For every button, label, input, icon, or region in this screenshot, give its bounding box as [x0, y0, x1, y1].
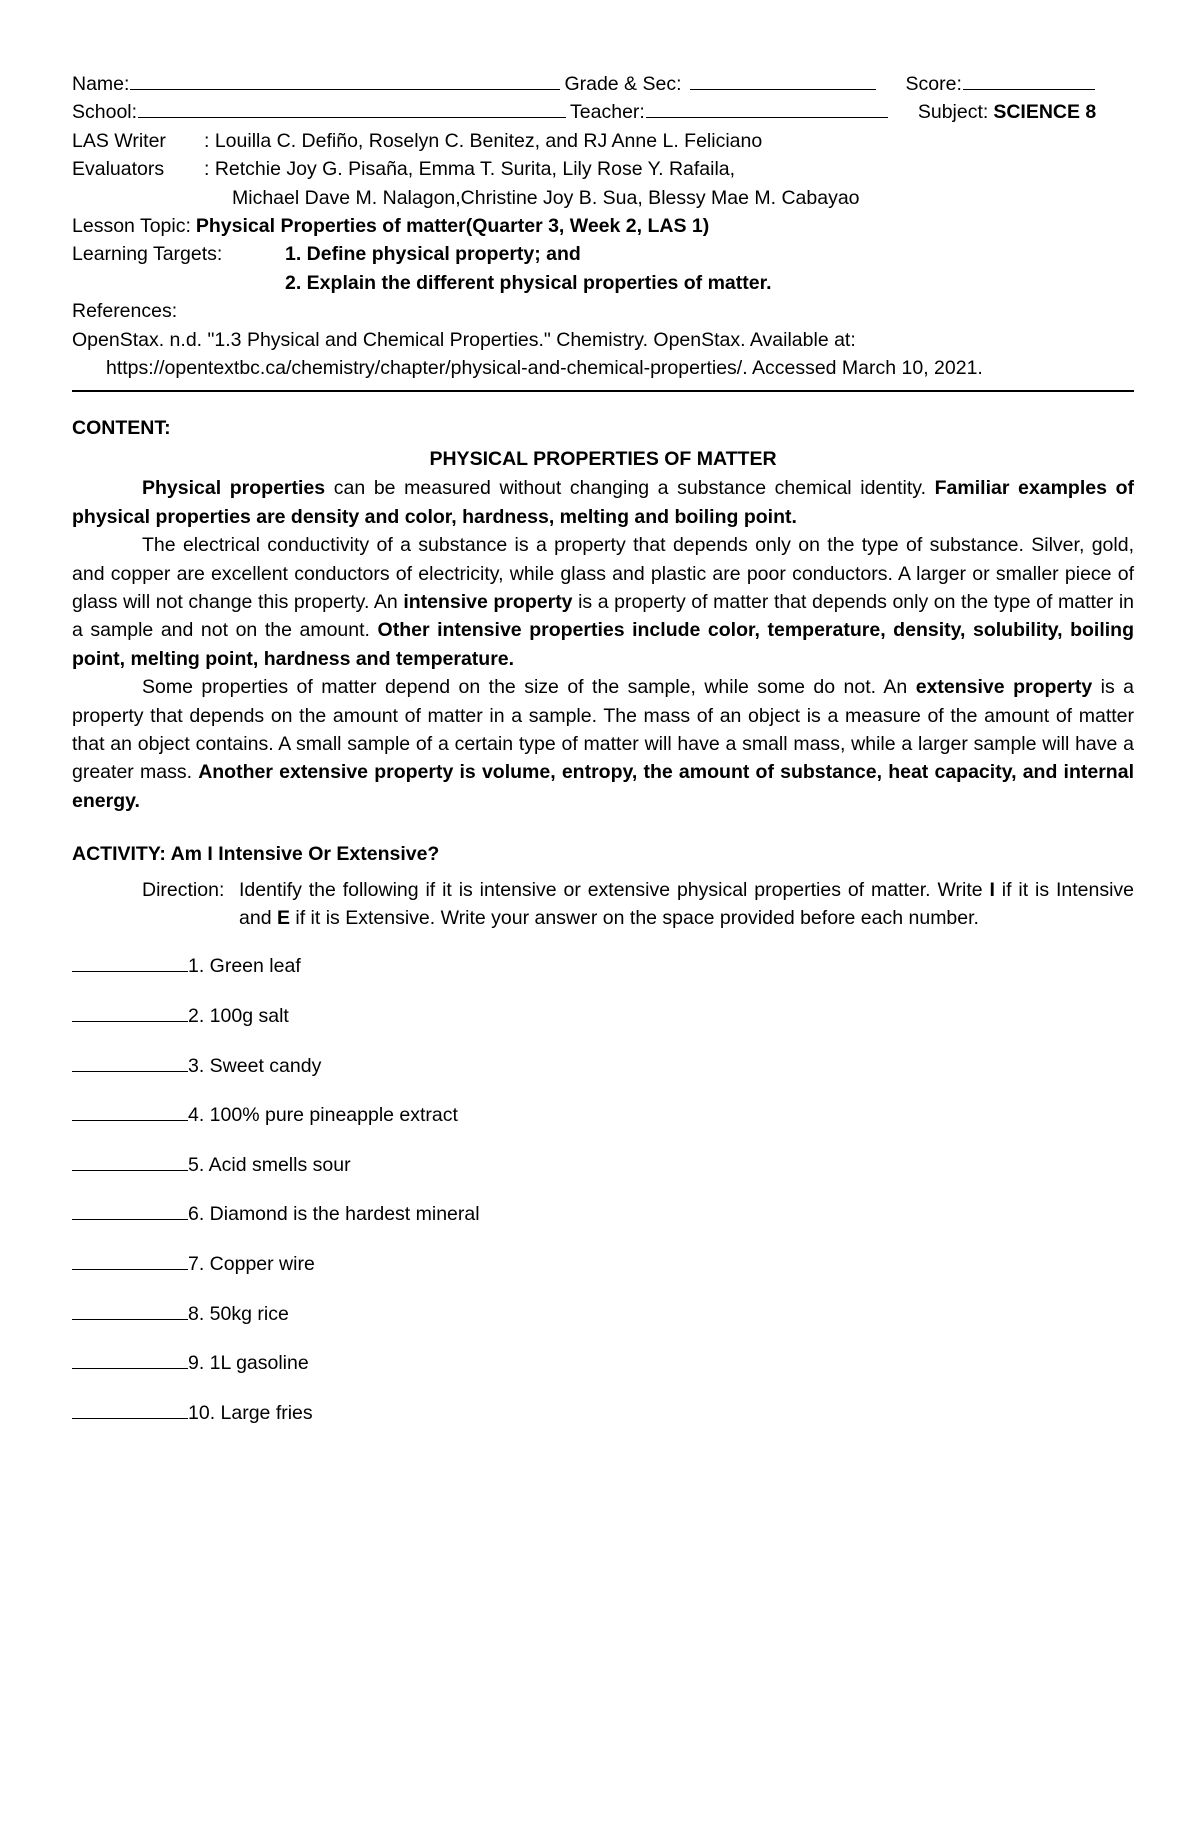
- school-label: School:: [72, 101, 138, 124]
- topic-row: [72, 212, 1134, 240]
- item-text: 7. Copper wire: [188, 1252, 315, 1275]
- list-item: [72, 1399, 1134, 1449]
- direction-text-3: if it is Extensive. Write your answer on the space provided before each number.: [289, 906, 979, 929]
- evaluators-row-2: [72, 184, 1134, 212]
- direction-bold-i: I: [989, 878, 995, 901]
- name-label: Name:: [72, 73, 130, 95]
- answer-blank-4[interactable]: [72, 1102, 188, 1121]
- reference-line-2: [72, 354, 1134, 382]
- list-item: [72, 1250, 1134, 1300]
- grade-field[interactable]: [690, 71, 876, 90]
- evaluators-label: Evaluators: [72, 158, 165, 181]
- reference-text-2: https://opentextbc.ca/chemistry/chapter/physical-and-chemical-properties/. Accessed March 10, 2021.: [106, 357, 983, 380]
- list-item: [72, 952, 1134, 1002]
- header-divider: [72, 390, 1134, 392]
- direction-text-2: if it is Intensive and: [239, 878, 1134, 929]
- evaluators-row: [72, 155, 1134, 183]
- direction-label: Direction:: [142, 878, 225, 901]
- header-row-name: [72, 70, 1134, 98]
- answer-blank-6[interactable]: [72, 1201, 188, 1220]
- school-field[interactable]: [138, 99, 566, 118]
- answer-blank-10[interactable]: [72, 1400, 188, 1419]
- paragraph-3: [72, 673, 1134, 815]
- p1-bold-1: Physical properties: [142, 477, 326, 500]
- p2-text-1: The electrical conductivity of a substance is a property that depends only on the type of substance. Silver, gold, and copper are excellent conductors of electricity, while glass and plastic are poor conductors. A larger or smaller piece of glass will not change this property. An: [72, 534, 1134, 613]
- list-item: [72, 1200, 1134, 1250]
- targets-label: Learning Targets:: [72, 243, 223, 266]
- header-row-school: [72, 98, 1134, 126]
- target-2: 2. Explain the different physical properties of matter.: [285, 271, 772, 294]
- writer-row: [72, 127, 1134, 155]
- answer-blank-2[interactable]: [72, 1003, 188, 1022]
- writer-value: : Louilla C. Defiño, Roselyn C. Benitez, and RJ Anne L. Feliciano: [204, 129, 763, 152]
- direction-block: [72, 876, 1134, 933]
- list-item: [72, 1349, 1134, 1399]
- p3-text-1: Some properties of matter depend on the size of the sample, while some do not. An: [142, 676, 916, 699]
- item-text: 5. Acid smells sour: [188, 1153, 351, 1176]
- direction-text-1: Identify the following if it is intensive or extensive physical properties of matter. Write: [239, 878, 990, 901]
- targets-row-2: [72, 269, 1134, 297]
- references-row: [72, 297, 1134, 325]
- subject-label: Subject:: [917, 101, 989, 124]
- answer-blank-8[interactable]: [72, 1301, 188, 1320]
- evaluators-line2: Michael Dave M. Nalagon,Christine Joy B. Sua, Blessy Mae M. Cabayao: [232, 186, 860, 209]
- topic-value: Physical Properties of matter(Quarter 3, Week 2, LAS 1): [195, 215, 710, 238]
- writer-label: LAS Writer: [72, 129, 166, 152]
- content-label-row: [72, 414, 1134, 442]
- direction-bold-e: E: [276, 906, 290, 929]
- item-text: 6. Diamond is the hardest mineral: [188, 1203, 480, 1226]
- answer-blank-1[interactable]: [72, 953, 188, 972]
- p3-text-2: is a property that depends on the amount of matter in a sample. The mass of an object is a measure of the amount of matter that an object contains. A small sample of a certain type of matter will have a small mass, while a larger sample will have a greater mass.: [72, 676, 1135, 784]
- content-label: CONTENT:: [72, 417, 171, 440]
- p2-text-2: is a property of matter that depends only on the type of matter in a sample and not on the amount.: [72, 590, 1135, 642]
- list-item: [72, 1052, 1134, 1102]
- item-text: 9. 1L gasoline: [188, 1352, 309, 1375]
- p1-bold-2: Familiar examples of physical properties are density and color, hardness, melting and boiling point.: [72, 477, 1134, 528]
- grade-label: Grade & Sec:: [564, 73, 682, 95]
- answer-blank-7[interactable]: [72, 1251, 188, 1270]
- evaluators-line1: : Retchie Joy G. Pisaña, Emma T. Surita, Lily Rose Y. Rafaila,: [204, 158, 736, 181]
- activity-title: ACTIVITY: Am I Intensive Or Extensive?: [72, 843, 440, 866]
- list-item: [72, 1151, 1134, 1201]
- answer-blank-3[interactable]: [72, 1053, 188, 1072]
- p3-bold-2: Another extensive property is volume, entropy, the amount of substance, heat capacity, and internal energy.: [72, 761, 1134, 812]
- p2-bold-1: intensive property: [403, 590, 573, 613]
- p3-bold-1: extensive property: [915, 676, 1093, 699]
- direction-text: [239, 876, 1134, 933]
- references-label: References:: [72, 300, 178, 323]
- teacher-label: Teacher:: [570, 101, 645, 124]
- list-item: [72, 1002, 1134, 1052]
- teacher-field[interactable]: [646, 99, 888, 118]
- subject-value: SCIENCE 8: [993, 101, 1097, 124]
- activity-items: [72, 952, 1134, 1448]
- item-text: 10. Large fries: [188, 1401, 313, 1424]
- activity-title-row: [72, 840, 1134, 868]
- p1-text-1: can be measured without changing a substance chemical identity.: [325, 477, 935, 500]
- item-text: 2. 100g salt: [188, 1004, 289, 1027]
- item-text: 4. 100% pure pineapple extract: [188, 1104, 458, 1127]
- paragraph-1: [72, 474, 1134, 531]
- target-1: 1. Define physical property; and: [285, 243, 581, 266]
- item-text: 8. 50kg rice: [188, 1302, 289, 1325]
- item-text: 1. Green leaf: [188, 955, 301, 978]
- topic-label: Lesson Topic:: [72, 215, 191, 238]
- score-field[interactable]: [963, 71, 1095, 90]
- item-text: 3. Sweet candy: [188, 1054, 322, 1077]
- reference-text-1: OpenStax. n.d. "1.3 Physical and Chemical Properties." Chemistry. OpenStax. Available at:: [72, 328, 856, 351]
- reference-line-1: [72, 326, 1134, 354]
- answer-blank-9[interactable]: [72, 1350, 188, 1369]
- name-field[interactable]: [130, 71, 560, 90]
- answer-blank-5[interactable]: [72, 1152, 188, 1171]
- content-title-row: [72, 445, 1134, 473]
- list-item: [72, 1300, 1134, 1350]
- score-label: Score:: [905, 73, 962, 95]
- paragraph-2: [72, 531, 1134, 673]
- worksheet-page: [72, 70, 1134, 1448]
- content-title: PHYSICAL PROPERTIES OF MATTER: [429, 447, 777, 470]
- targets-row: [72, 240, 1134, 268]
- p2-bold-2: Other intensive properties include color, temperature, density, solubility, boiling point, melting point, hardness and temperature.: [72, 619, 1134, 670]
- list-item: [72, 1101, 1134, 1151]
